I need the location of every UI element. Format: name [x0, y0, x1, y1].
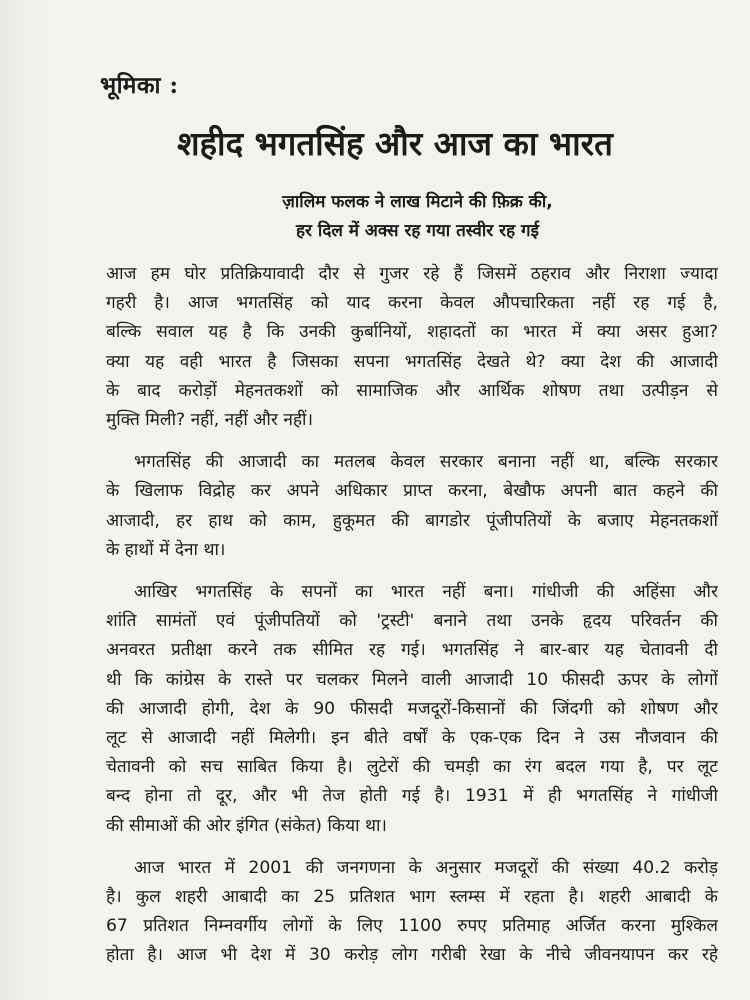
- text-line: आज हम घोर प्रतिक्रियावादी दौर से गुजर रहे हैं जिसमें ठहराव और निराशा ज्यादा: [106, 264, 718, 284]
- couplet-line: हर दिल में अक्स रह गया तस्वीर रह गई: [296, 221, 539, 241]
- text-line: भगतसिंह की आजादी का मतलब केवल सरकार बनाना नहीं था, बल्कि सरकार: [134, 452, 718, 473]
- text-line: गहरी है। आज भगतसिंह को याद करना केवल औपचारिकता नहीं रह गई है,: [106, 293, 718, 314]
- paragraph-4: [106, 854, 718, 971]
- paragraph-3: [106, 578, 718, 841]
- text-line: क्या यह वही भारत है जिसका सपना भगतसिंह देखते थे? क्या देश की आजादी: [106, 351, 718, 372]
- text-line: लूट से आजादी नहीं मिलेगी। इन बीते वर्षों के एक-एक दिन ने उस नौजवान की: [106, 728, 718, 749]
- body-text: [106, 260, 718, 984]
- text-line: आखिर भगतसिंह के सपनों का भारत नहीं बना। गांधीजी की अहिंसा और: [134, 582, 718, 603]
- couplet-line: ज़ालिम फलक ने लाख मिटाने की फ़िक्र की,: [282, 192, 553, 212]
- text-line: बल्कि सवाल यह है कि उनकी कुर्बानियों, शहादतों का भारत में क्या असर हुआ?: [106, 322, 718, 343]
- text-line: बन्द होना तो दूर, और भी तेज होती गई है। 1931 में ही भगतसिंह ने गांधीजी: [106, 786, 718, 807]
- text-line: आजादी, हर हाथ को काम, हुकूमत की बागडोर पूंजीपतियों के बजाए मेहनतकशों: [106, 510, 718, 531]
- text-line: के खिलाफ विद्रोह कर अपने अधिकार प्राप्त करना, बेखौफ अपनी बात कहने की: [106, 481, 718, 502]
- text-line: के बाद करोड़ों मेहनतकशों को सामाजिक और आर्थिक शोषण तथा उत्पीड़न से: [106, 380, 718, 401]
- text-line: की सीमाओं की ओर इंगित (संकेत) किया था।: [106, 815, 387, 836]
- text-line: थी कि कांग्रेस के रास्ते पर चलकर मिलने वाली आजादी 10 फीसदी ऊपर के लोगों: [106, 669, 718, 690]
- section-heading: भूमिका :: [100, 72, 179, 99]
- text-line: आज भारत में 2001 की जनगणना के अनुसार मजदूरों की संख्या 40.2 करोड़: [134, 857, 718, 878]
- paragraph-2: [106, 448, 718, 565]
- couplet: [0, 188, 750, 246]
- text-line: होता है। आज भी देश में 30 करोड़ लोग गरीबी रेखा के नीचे जीवनयापन कर रहे: [106, 945, 718, 966]
- text-line: है। कुल शहरी आबादी का 25 प्रतिशत भाग स्लम्स में रहता है। शहरी आबादी के: [106, 887, 718, 908]
- text-line: शांति सामंतों एवं पूंजीपतियों को 'ट्रस्टी' बनाने तथा उनके हृदय परिवर्तन की: [106, 611, 718, 632]
- text-line: अनवरत प्रतीक्षा करने तक सीमित रह गई। भगतसिंह ने बार-बार यह चेतावनी दी: [106, 640, 718, 661]
- text-line: 67 प्रतिशत निम्नवर्गीय लोगों के लिए 1100 रुपए प्रतिमाह अर्जित करना मुश्किल: [106, 916, 718, 937]
- text-line: के हाथों में देना था।: [106, 539, 226, 560]
- chapter-title: शहीद भगतसिंह और आज का भारत: [177, 124, 613, 163]
- paragraph-1: [106, 260, 718, 435]
- text-line: चेतावनी को सच साबित किया है। लुटेरों की चमड़ी का रंग बदल गया है, पर लूट: [106, 757, 718, 778]
- text-line: मुक्ति मिली? नहीं, नहीं और नहीं।: [106, 410, 313, 431]
- text-line: की आजादी होगी, देश के 90 फीसदी मजदूरों-किसानों की जिंदगी को शोषण और: [106, 698, 718, 719]
